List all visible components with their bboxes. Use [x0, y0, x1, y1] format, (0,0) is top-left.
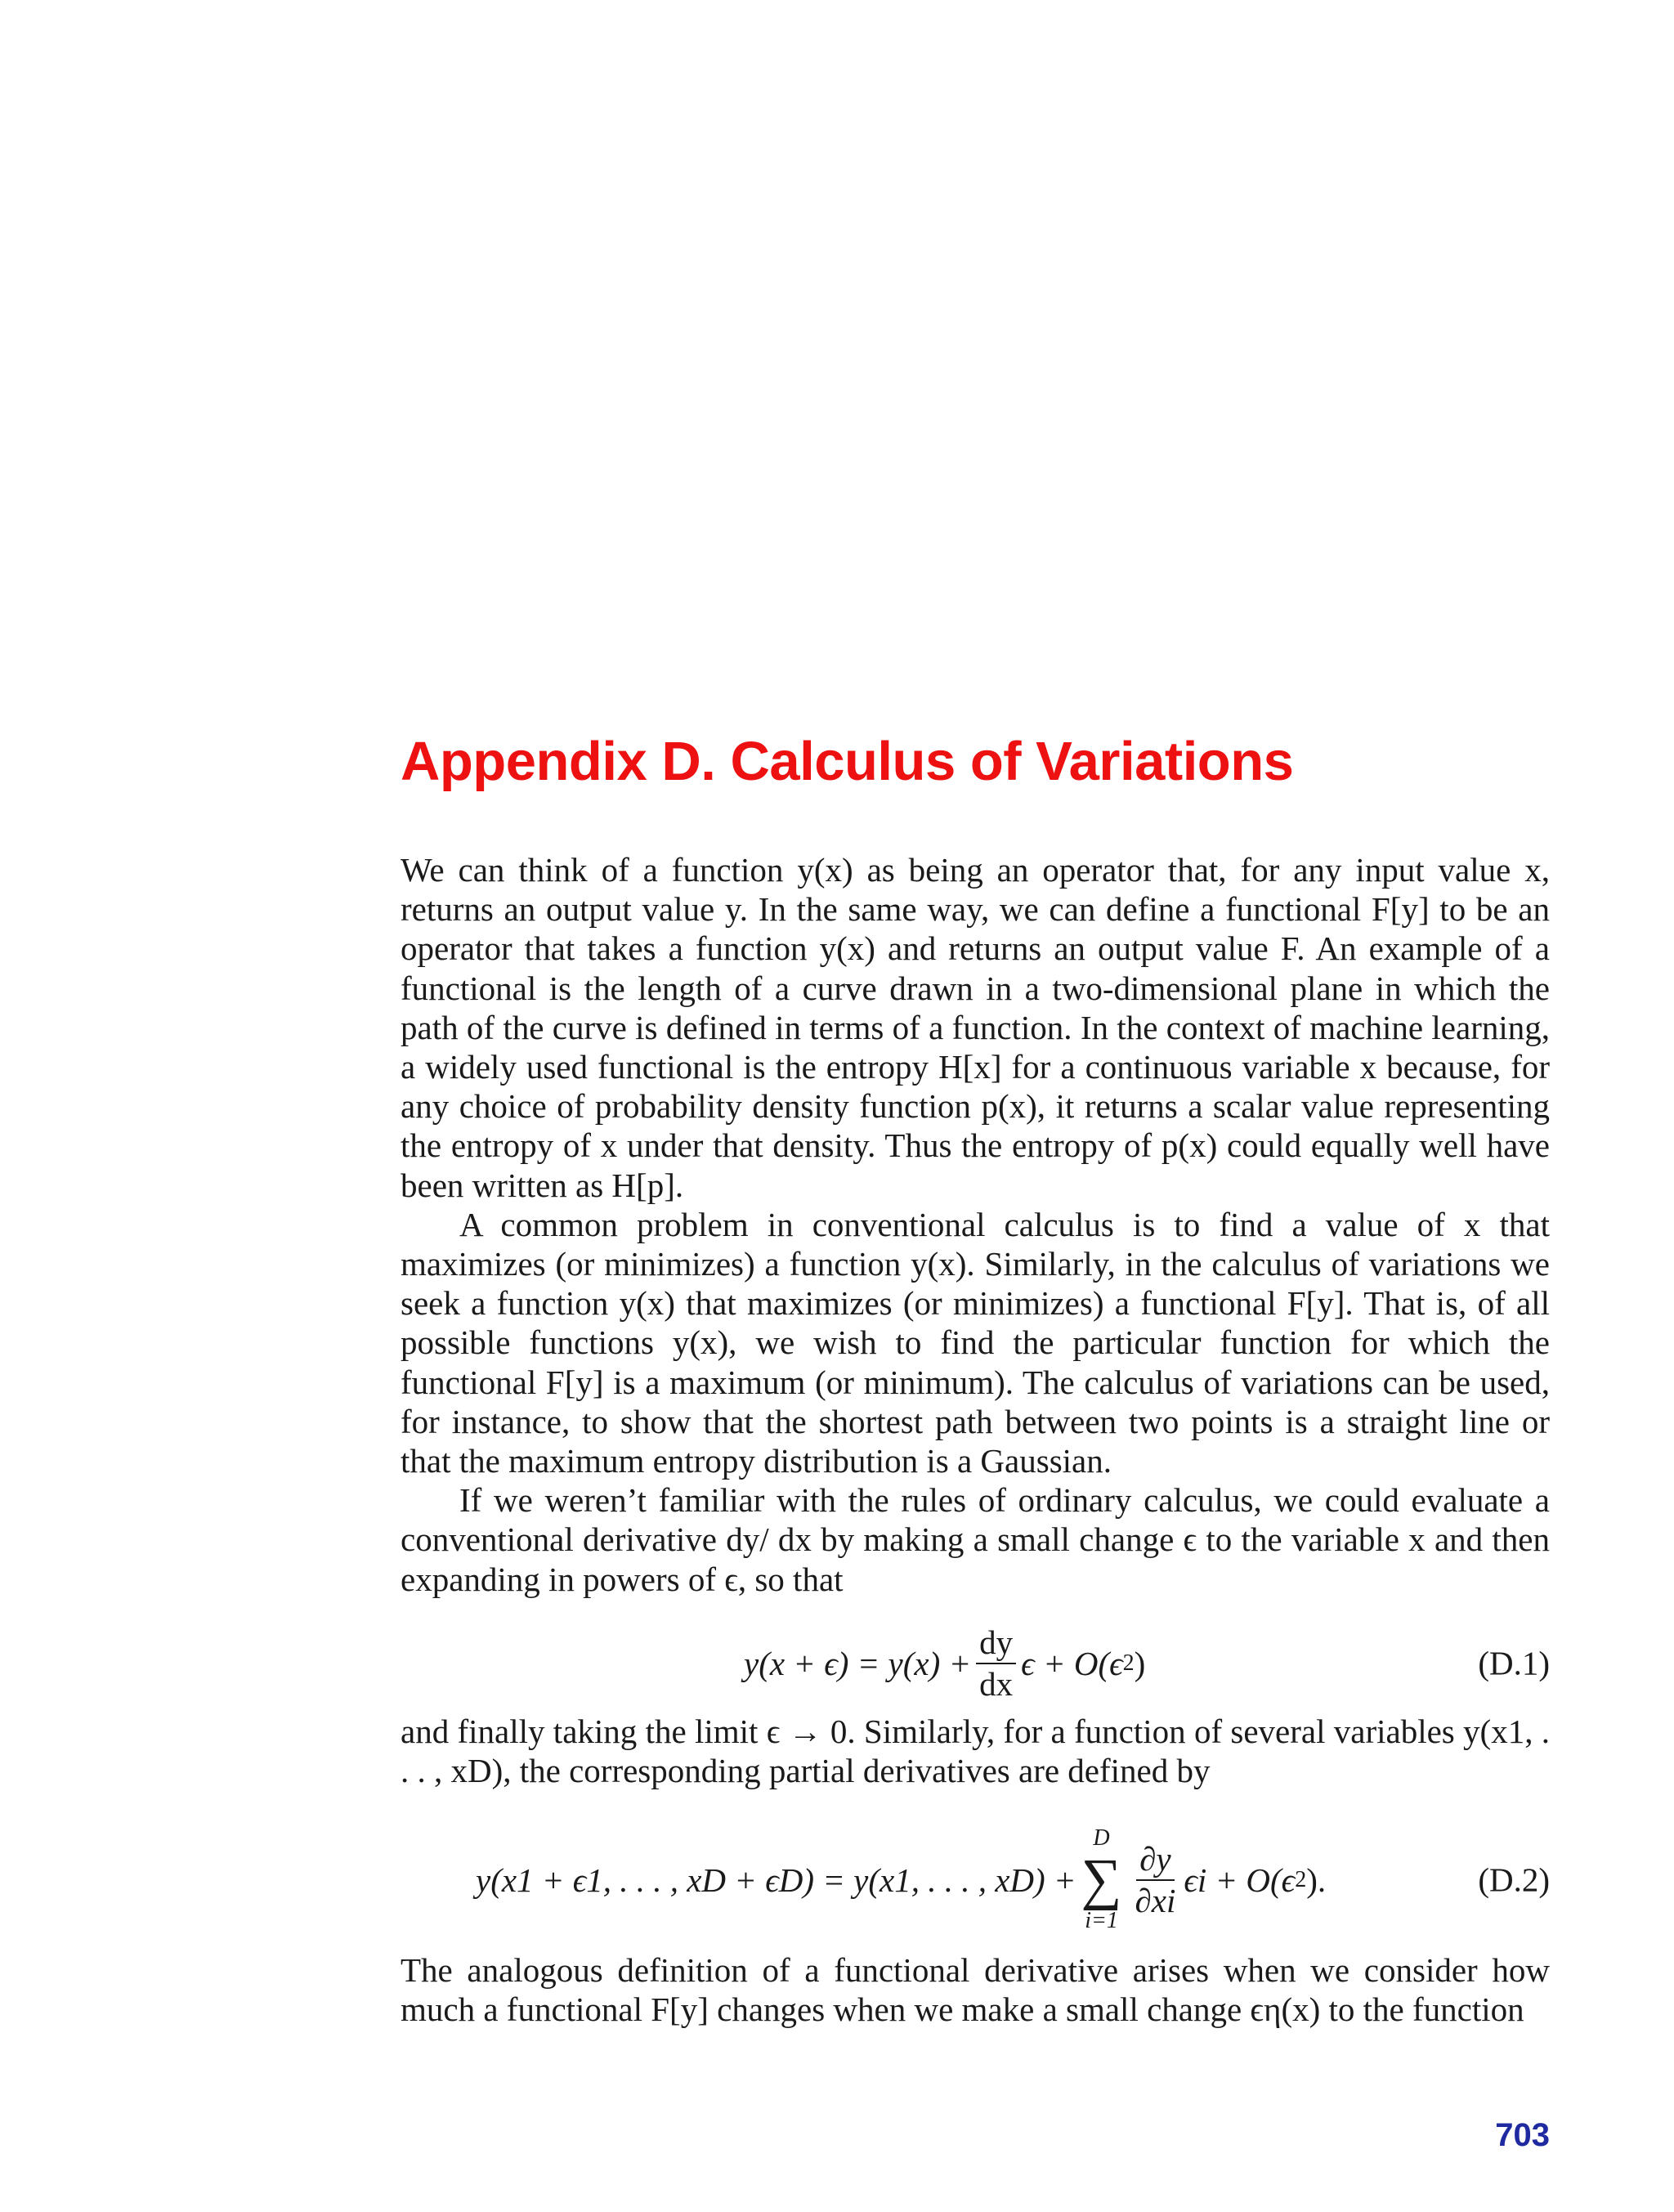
equation-d1-rhs: ϵ + O(ϵ	[1021, 1644, 1123, 1682]
equation-d2-rhs: ϵi + O(ϵ	[1184, 1860, 1296, 1899]
page-number: 703	[1495, 2117, 1550, 2153]
equation-d1-lhs: y(x + ϵ) = y(x) +	[744, 1644, 972, 1682]
equation-d2-rhs-end: ).	[1306, 1860, 1327, 1899]
equation-d1-number: (D.1)	[1478, 1644, 1550, 1682]
equation-d2-body	[476, 1815, 1326, 1946]
equation-d2-denominator: ∂xi	[1135, 1882, 1176, 1919]
sigma-icon: ∑	[1081, 1848, 1122, 1911]
summation-symbol	[1081, 1826, 1122, 1934]
equation-d2-numerator: ∂y	[1136, 1843, 1174, 1881]
summation-lower-limit: i=1	[1085, 1908, 1118, 1933]
equation-d2-exponent: 2	[1295, 1867, 1307, 1892]
equation-d1-fraction	[976, 1623, 1016, 1703]
appendix-title: Appendix D. Calculus of Variations	[401, 731, 1294, 792]
equation-d2	[401, 1815, 1550, 1946]
equation-d1-denominator: dx	[979, 1665, 1014, 1703]
body-text-block-3	[401, 1950, 1550, 2029]
body-text-block-1	[401, 850, 1550, 1599]
equation-d1-rhs-end: )	[1134, 1644, 1146, 1682]
equation-d1-exponent: 2	[1122, 1650, 1135, 1676]
equation-d1-body	[744, 1623, 1146, 1703]
equation-d2-lhs: y(x1 + ϵ1, . . . , xD + ϵD) = y(x1, . . . , xD) +	[476, 1860, 1076, 1899]
paragraph-optimization: A common problem in conventional calculus is to find a value of x that maximizes (or minimizes) a function y(x). Similarly, in the calculus of variations we seek a function y(x) that maximizes (or minimizes) a functional F[y]. That is, of all possible functions y(x), we wish to find the particular function for which the functional F[y] is a maximum (or minimum). The calculus of variations can be used, for instance, to show that the shortest path between two points is a straight line or that the maximum entropy distribution is a Gaussian.	[401, 1205, 1550, 1480]
paragraph-derivative: If we weren’t familiar with the rules of ordinary calculus, we could evaluate a conventional derivative dy/ dx by making a small change ϵ to the variable x and then expanding in powers of ϵ, so that	[401, 1481, 1550, 1598]
equation-d2-fraction	[1131, 1840, 1179, 1919]
equation-d2-number: (D.2)	[1478, 1860, 1550, 1899]
paragraph-intro: We can think of a function y(x) as being an operator that, for any input value x, returns an output value y. In the same way, we can define a functional F[y] to be an operator that takes a function y(x) and returns an output value F. An example of a functional is the length of a curve drawn in a two-dimensional plane in which the path of the curve is defined in terms of a function. In the context of machine learning, a widely used functional is the entropy H[x] for a continuous variable x because, for any choice of probability density function p(x), it returns a scalar value representing the entropy of x under that density. Thus the entropy of p(x) could equally well have been written as H[p].	[401, 851, 1550, 1204]
paragraph-functional-derivative: The analogous definition of a functional derivative arises when we consider how much a functional F[y] changes when we make a small change ϵη(x) to the function	[401, 1951, 1550, 2029]
paragraph-partial-derivatives: and finally taking the limit ϵ → 0. Similarly, for a function of several variables y(x1, . . . , xD), the corresponding partial derivatives are defined by	[401, 1713, 1550, 1790]
summation-upper-limit: D	[1093, 1825, 1110, 1852]
body-text-block-2	[401, 1712, 1550, 1790]
equation-d1-numerator: dy	[976, 1626, 1016, 1664]
equation-d1	[401, 1623, 1550, 1703]
